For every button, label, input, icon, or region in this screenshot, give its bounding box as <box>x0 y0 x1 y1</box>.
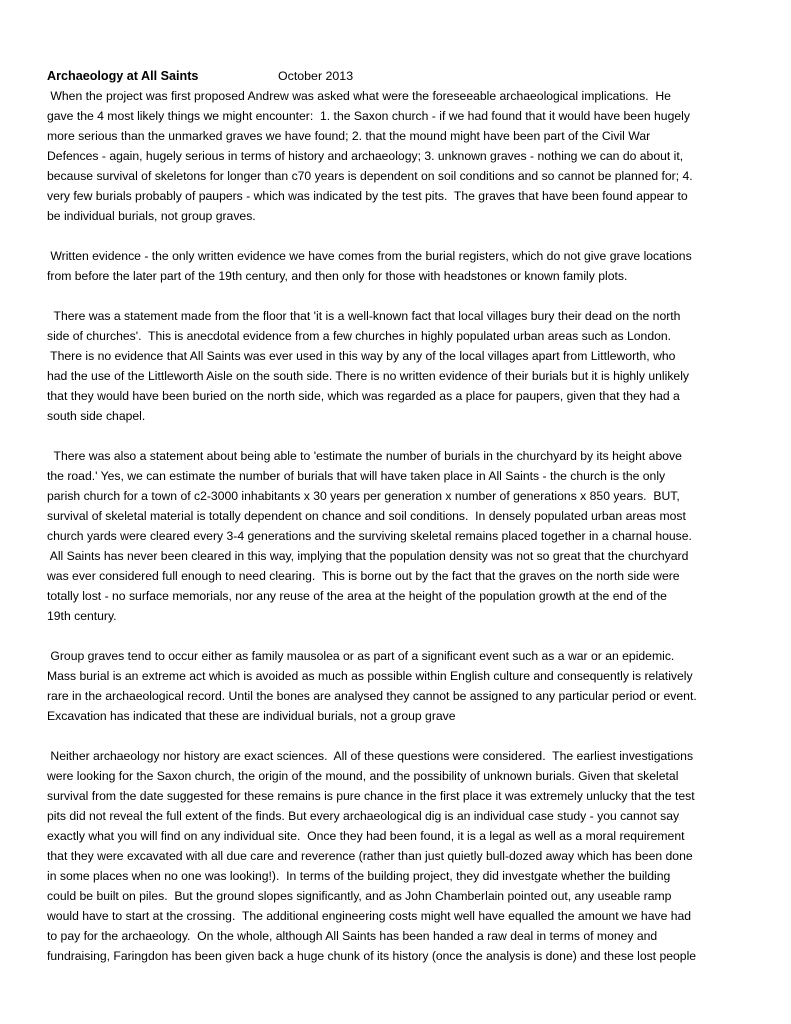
document-page <box>47 66 763 966</box>
text-line: church yards were cleared every 3-4 generations and the surviving skeletal remains placed together in a charnal house. <box>47 529 692 543</box>
text-line: 19th century. <box>47 609 117 623</box>
text-line: When the project was first proposed Andrew was asked what were the foreseeable archaeological implications. He <box>47 89 671 103</box>
document-date: October 2013 <box>278 69 354 83</box>
text-line: would have to start at the crossing. The additional engineering costs might well have equalled the amount we have had <box>47 909 692 923</box>
text-line: Defences - again, hugely serious in terms of history and archaeology; 3. unknown graves - nothing we can do about it, <box>47 149 684 163</box>
text-line: was ever considered full enough to need clearing. This is borne out by the fact that the graves on the north side were <box>47 569 680 583</box>
text-line: that they would have been buried on the north side, which was regarded as a place for paupers, given that they had a <box>47 389 680 403</box>
paragraph <box>47 246 763 286</box>
paragraph-gap <box>47 286 763 306</box>
text-line: be individual burials, not group graves. <box>47 209 256 223</box>
text-line: gave the 4 most likely things we might encounter: 1. the Saxon church - if we had found that it would have been hugely <box>47 109 690 123</box>
text-line: south side chapel. <box>47 409 146 423</box>
paragraph-gap <box>47 626 763 646</box>
text-line: fundraising, Faringdon has been given back a huge chunk of its history (once the analysis is done) and these lost people <box>47 949 697 963</box>
text-line: pits did not reveal the full extent of the finds. But every archaeological dig is an individual case study - you cannot say <box>47 809 680 823</box>
text-line: rare in the archaeological record. Until the bones are analysed they cannot be assigned to any particular period or event. <box>47 689 697 703</box>
text-line: Excavation has indicated that these are individual burials, not a group grave <box>47 709 456 723</box>
text-line: Group graves tend to occur either as family mausolea or as part of a significant event such as a war or an epidemic. <box>47 649 675 663</box>
text-line: Mass burial is an extreme act which is avoided as much as possible within English culture and consequently is relatively <box>47 669 693 683</box>
text-line: All Saints has never been cleared in this way, implying that the population density was not so great that the churchyard <box>47 549 689 563</box>
paragraph-gap <box>47 726 763 746</box>
text-line: very few burials probably of paupers - which was indicated by the test pits. The graves that have been found appear to <box>47 189 688 203</box>
text-line: Neither archaeology nor history are exact sciences. All of these questions were considered. The earliest investigations <box>47 749 694 763</box>
text-line: side of churches'. This is anecdotal evidence from a few churches in highly populated urban areas such as London. <box>47 329 672 343</box>
title-line <box>47 66 763 86</box>
paragraph-gap <box>47 426 763 446</box>
document-title: Archaeology at All Saints <box>47 69 199 83</box>
text-line: There was a statement made from the floor that 'it is a well-known fact that local villages bury their dead on the north <box>47 309 681 323</box>
text-line: survival from the date suggested for these remains is pure chance in the first place it was extremely unlucky that the test <box>47 789 695 803</box>
text-line: had the use of the Littleworth Aisle on the south side. There is no written evidence of their burials but it is highly unlikely <box>47 369 690 383</box>
paragraph <box>47 86 763 226</box>
text-line: could be built on piles. But the ground slopes significantly, and as John Chamberlain pointed out, any useable ramp <box>47 889 672 903</box>
text-line: that they were excavated with all due care and reverence (rather than just quietly bull-dozed away which has been done <box>47 849 693 863</box>
text-line: to pay for the archaeology. On the whole, although All Saints has been handed a raw deal in terms of money and <box>47 929 658 943</box>
text-line: because survival of skeletons for longer than c70 years is dependent on soil conditions and so cannot be planned for; 4. <box>47 169 693 183</box>
paragraph <box>47 306 763 426</box>
document-body <box>47 86 763 966</box>
paragraph <box>47 746 763 966</box>
paragraph <box>47 446 763 626</box>
text-line: from before the later part of the 19th century, and then only for those with headstones or known family plots. <box>47 269 628 283</box>
text-line: survival of skeletal material is totally dependent on chance and soil conditions. In densely populated urban areas most <box>47 509 686 523</box>
text-line: the road.' Yes, we can estimate the number of burials that will have taken place in All Saints - the church is the only <box>47 469 666 483</box>
paragraph <box>47 646 763 726</box>
text-line: more serious than the unmarked graves we have found; 2. that the mound might have been part of the Civil War <box>47 129 651 143</box>
text-line: in some places when no one was looking!). In terms of the building project, they did investgate whether the building <box>47 869 671 883</box>
text-line: parish church for a town of c2-3000 inhabitants x 30 years per generation x number of generations x 850 years. BUT, <box>47 489 680 503</box>
paragraph-gap <box>47 226 763 246</box>
text-line: There was also a statement about being able to 'estimate the number of burials in the churchyard by its height above <box>47 449 682 463</box>
text-line: There is no evidence that All Saints was ever used in this way by any of the local villages apart from Littleworth, who <box>47 349 676 363</box>
text-line: were looking for the Saxon church, the origin of the mound, and the possibility of unknown burials. Given that skeletal <box>47 769 679 783</box>
text-line: Written evidence - the only written evidence we have comes from the burial registers, which do not give grave locations <box>47 249 692 263</box>
text-line: exactly what you will find on any individual site. Once they had been found, it is a legal as well as a moral requirement <box>47 829 685 843</box>
text-line: totally lost - no surface memorials, nor any reuse of the area at the height of the population growth at the end of the <box>47 589 667 603</box>
